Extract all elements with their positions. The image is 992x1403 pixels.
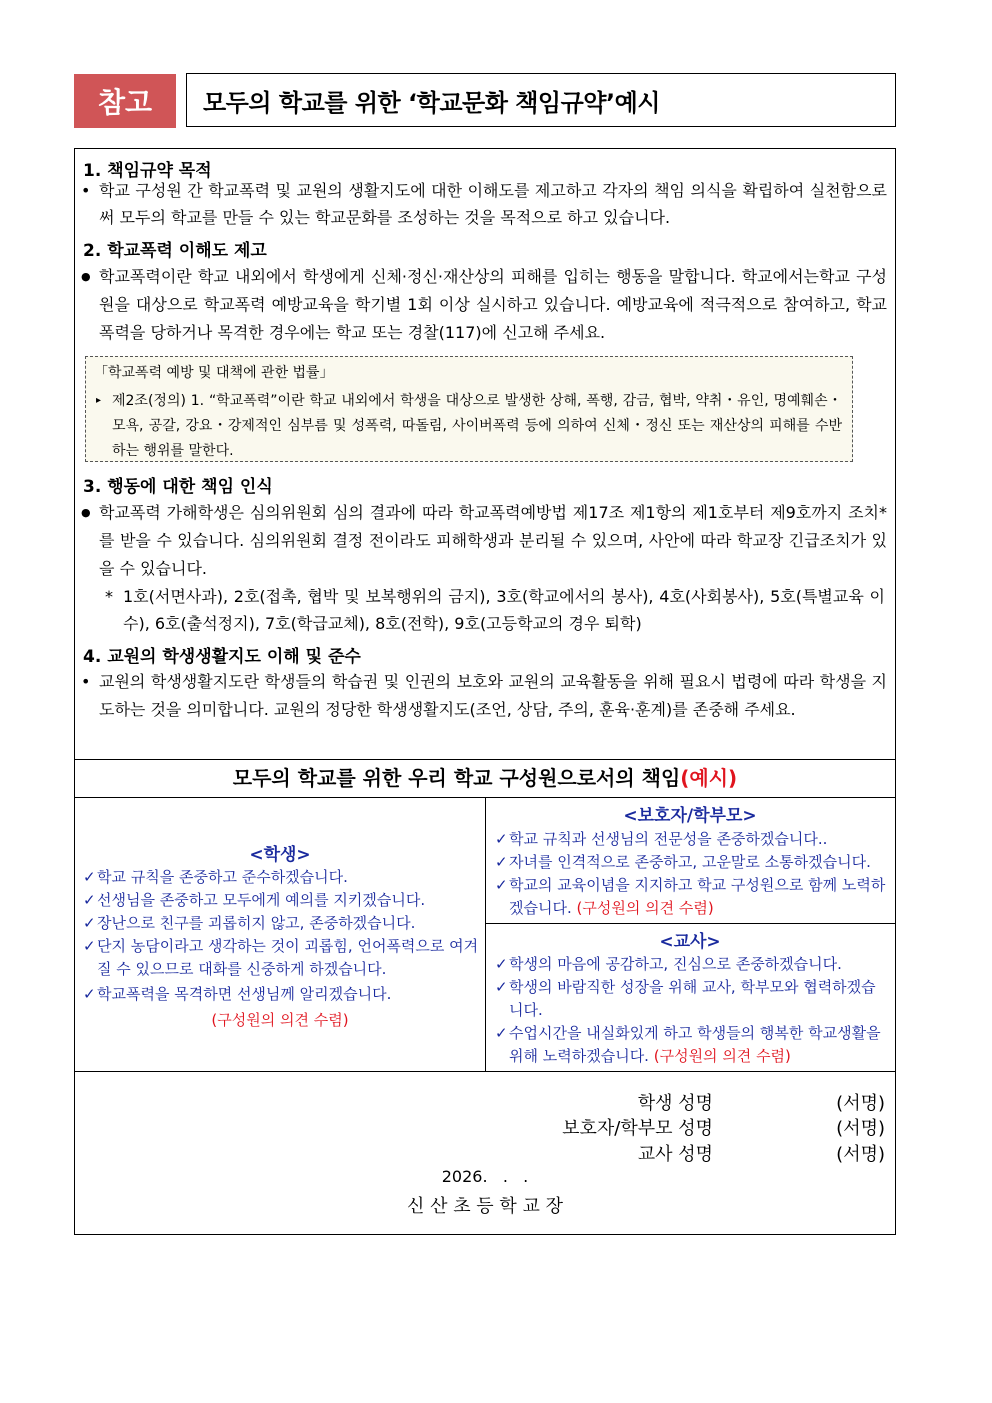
teacher-item [495,976,887,1022]
teacher-sign: (서명) [836,1144,885,1165]
parent-title: <보호자/학부모> [623,806,757,826]
student-item-text: 선생님을 존중하고 모두에게 예의를 지키겠습니다. [97,891,426,909]
check-icon: ✓ [83,891,96,909]
parent-item-3-text: 학교의 교육이념을 지지하고 학교 구성원으로 함께 노력하겠습니다. [509,876,886,917]
student-item [83,889,481,912]
check-icon: ✓ [83,985,96,1003]
teacher-item-text: 학생의 마음에 공감하고, 진심으로 존중하겠습니다. [509,955,842,973]
check-icon: ✓ [83,914,96,932]
school-principal: 신 산 초 등 학 교 장 [406,1196,564,1217]
check-icon: ✓ [83,868,96,886]
parent-item [495,851,887,874]
bullet: ● [81,270,91,283]
parent-item [495,828,887,851]
section-2-paragraph [81,263,887,347]
page-title: 모두의 학교를 위한 ‘학교문화 책임규약’예시 [203,88,660,117]
check-icon: ✓ [495,876,508,894]
check-icon: ✓ [495,955,508,973]
section-2-heading: 2. 학교폭력 이해도 제고 [83,241,267,261]
teacher-item-text: 학생의 바람직한 성장을 위해 교사, 학부모와 협력하겠습니다. [509,978,876,1019]
content-box [74,148,896,1235]
law-text: 제2조(정의) 1. “학교폭력”이란 학교 내외에서 학생을 대상으로 발생한 상해, 폭행, 감금, 협박, 약취・유인, 명예훼손・모욕, 공갈, 강요・강제적인 심부름 및 성폭력, 따돌림, 사이버폭력 등에 의하여 신체・정신 또는 재산상의 피해를 수반하는 행위를 말한다. [112,393,842,459]
teacher-item [495,953,887,976]
note-mark: * [105,587,113,606]
parent-sign: (서명) [836,1118,885,1139]
divider [485,923,895,924]
section-3-text: 학교폭력 가해학생은 심의위원회 심의 결과에 따라 학교폭력예방법 제17조 제1항의 제1호부터 제9호까지 조치*를 받을 수 있습니다. 심의위원회 결정 전이라도 피해학생과 분리될 수 있으며, 사안에 따라 학교장 긴급조치가 있을 수 있습니다. [99,503,887,578]
divider [75,759,895,760]
section-4-text: 교원의 학생생활지도란 학생들의 학습권 및 인권의 보호와 교원의 교육활동을 위해 필요시 법령에 따라 학생을 지도하는 것을 의미합니다. 교원의 정당한 학생생활지도(조언, 상담, 주의, 훈육·훈계)를 존중해 주세요. [99,672,887,719]
student-item-text: 단지 농담이라고 생각하는 것이 괴롭힘, 언어폭력으로 여겨질 수 있으므로 대화를 신중하게 하겠습니다. [97,937,479,978]
section-2-text: 학교폭력이란 학교 내외에서 학생에게 신체·정신·재산상의 피해를 입히는 행동을 말합니다. 학교에서는학교 구성원을 대상으로 학교폭력 예방교육을 학기별 1회 이상 실시하고 있습니다. 예방교육에 적극적으로 참여하고, 학교폭력을 당하거나 목격한 경우에는 학교 또는 경찰(117)에 신고해 주세요. [99,267,887,342]
parent-item [495,874,887,920]
date: 2026. . . [441,1167,529,1186]
teacher-title: <교사> [659,932,721,952]
pledge-caption-text: 모두의 학교를 위한 우리 학교 구성원으로서의 책임 [232,766,681,790]
divider [75,1071,895,1072]
bullet: • [81,672,91,691]
title-box [186,73,896,127]
check-icon: ✓ [495,1024,508,1042]
section-1-paragraph [81,177,887,231]
law-excerpt-box [85,356,853,462]
parent-item-text: 자녀를 인격적으로 존중하고, 고운말로 소통하겠습니다. [509,853,871,871]
reference-tag: 참고 [74,74,176,128]
bullet: ● [81,506,91,519]
teacher-opinion: (구성원의 의견 수렴) [653,1047,791,1065]
section-3-note-text: 1호(서면사과), 2호(접촉, 협박 및 보복행위의 금지), 3호(학교에서의 봉사), 4호(사회봉사), 5호(특별교육 이수), 6호(출석정지), 7호(학급교체), 8호(전학), 9호(고등학교의 경우 퇴학) [123,587,885,633]
parent-name-label: 보호자/학부모 성명 [562,1118,713,1139]
law-title: 「학교폭력 예방 및 대책에 관한 법률」 [94,365,334,381]
section-4-paragraph [81,668,887,724]
student-item [83,983,481,1006]
student-item-text: 장난으로 친구를 괴롭히지 않고, 존중하겠습니다. [97,914,416,932]
student-item [83,935,481,981]
teacher-name-label: 교사 성명 [637,1144,713,1165]
student-item-text: 학교 규칙을 존중하고 준수하겠습니다. [97,868,348,886]
student-name-label: 학생 성명 [637,1093,713,1114]
teacher-item-text [495,1022,887,1068]
student-item [83,912,481,935]
section-1-heading: 1. 책임규약 목적 [83,161,212,181]
student-item [83,866,481,889]
section-4-heading: 4. 교원의 학생생활지도 이해 및 준수 [83,647,361,667]
student-opinion: (구성원의 의견 수렴) [211,1011,349,1029]
section-3-note [105,583,885,637]
teacher-item [495,1022,887,1068]
parent-opinion: (구성원의 의견 수렴) [576,899,714,917]
parent-item-text [495,874,887,920]
student-sign: (서명) [836,1093,885,1114]
pledge-caption [75,762,895,791]
section-1-text: 학교 구성원 간 학교폭력 및 교원의 생활지도에 대한 이해도를 제고하고 각자의 책임 의식을 확립하여 실천함으로써 모두의 학교를 만들 수 있는 학교문화를 조성하는 것을 목적으로 하고 있습니다. [99,181,887,227]
check-icon: ✓ [83,937,96,955]
parent-item-text: 학교 규칙과 선생님의 전문성을 존중하겠습니다.. [509,830,828,848]
check-icon: ✓ [495,978,508,996]
student-item-text: 학교폭력을 목격하면 선생님께 알리겠습니다. [97,985,392,1003]
teacher-item-3-text: 수업시간을 내실화있게 하고 학생들의 행복한 학교생활을 위해 노력하겠습니다. [509,1024,881,1065]
section-3-heading: 3. 행동에 대한 책임 인식 [83,477,273,497]
section-3-paragraph [81,499,887,583]
check-icon: ✓ [495,830,508,848]
bullet: • [81,181,91,200]
pledge-caption-highlight: (예시) [680,766,738,790]
law-bullet: ▸ [96,395,102,406]
student-title: <학생> [249,845,311,865]
check-icon: ✓ [495,853,508,871]
